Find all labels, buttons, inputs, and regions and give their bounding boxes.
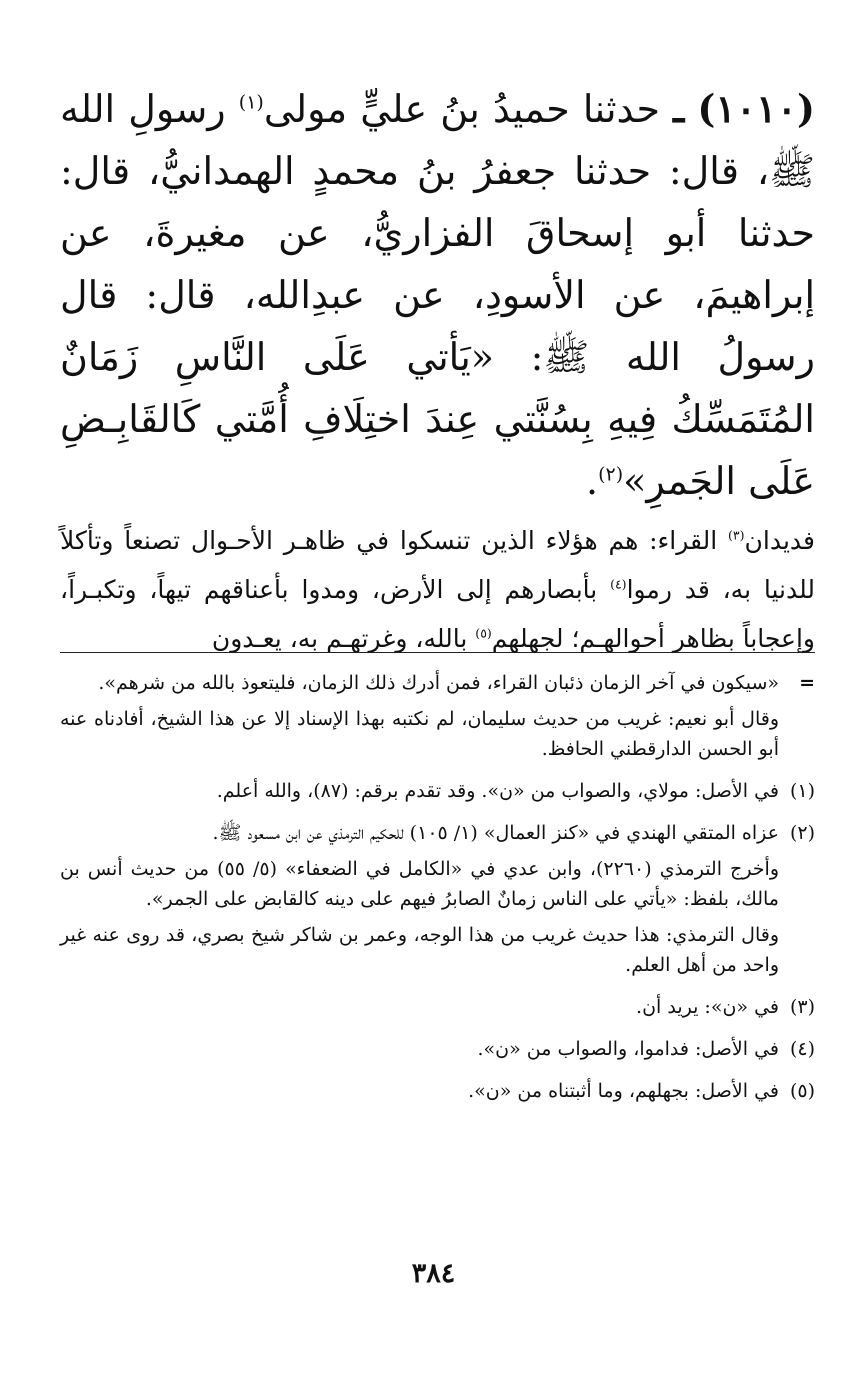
- commentary-word-1: فديدان: [744, 526, 815, 555]
- commentary-text-3: بالله، وغرتهـم به، يعـدون: [211, 624, 476, 653]
- footnote-body: [60, 1076, 779, 1112]
- footnote-text: عزاه المتقي الهندي في «كنز العمال» (١/ ١٠٥) للحكيم الترمذي عن ابن مسعود ﷺ.: [212, 822, 779, 844]
- footnote-body: [60, 992, 779, 1028]
- continuation-body: [60, 668, 779, 770]
- continuation-text-2: وقال أبو نعيم: غريب من حديث سليمان، لم نكتبه بهذا الإسناد إلا عن هذا الشيخ، أفادناه عنه أبو الحسن الدارقطني الحافظ.: [60, 708, 779, 760]
- commentary-text-2: بأبصارهم إلى الأرض، ومدوا بأعناقهم تيهاً، وتكبـراً، وإعجاباً بظاهر أحوالهـم؛ لجهلهم: [60, 575, 815, 653]
- footnote-number: (١): [789, 780, 815, 802]
- footnote-text: في «ن»: يريد أن.: [636, 996, 779, 1018]
- hadith-end: .: [585, 459, 599, 503]
- main-text: [60, 78, 815, 663]
- footnote-number: (٣): [789, 996, 815, 1018]
- continuation-mark: =: [799, 672, 815, 694]
- hadith-paragraph: [60, 78, 815, 512]
- hadith-text-2: رسولِ الله ﷺ، قال: حدثنا جعفرُ بنُ محمدٍ الهمدانيُّ، قال: حدثنا أبو إسحاقَ الفزاريُّ، عن مغيرةَ، عن إبراهيمَ، عن الأسودِ، عن عبدِالله، قال: قال رسولُ الله ﷺ: «يَأتي عَلَى النَّاسِ زَمَانٌ المُتَمَسِّكُ فِيهِ بِسُنَّتي عِندَ اختِلَافِ أُمَّتي كَالقَابِـضِ عَلَى الجَمرِ»: [60, 87, 815, 503]
- hadith-number: (١٠١٠): [697, 86, 815, 131]
- hadith-text-1: حدثنا حميدُ بنُ عليٍّ مولى: [263, 87, 660, 131]
- footnote-text: في الأصل: فداموا، والصواب من «ن».: [477, 1038, 779, 1060]
- commentary-text-1: القراء: هم هؤلاء الذين تنسكوا في ظاهـر الأحـوال تصنعاً وتأكلاً للدنيا به، قد رموا: [60, 526, 815, 604]
- continuation-text: «سيكون في آخر الزمان ذئبان القراء، فمن أدرك ذلك الزمان، فليتعوذ بالله من شرهم».: [98, 672, 779, 694]
- footnote-number: (٥): [789, 1080, 815, 1102]
- footnote-number: (٢): [789, 822, 815, 844]
- footnote-text: في الأصل: بجهلهم، وما أثبتناه من «ن».: [468, 1080, 779, 1102]
- hadith-dash: ـ: [673, 86, 685, 131]
- footnote-ref-1: (١): [238, 91, 264, 114]
- footnote-5: [60, 1076, 815, 1112]
- footnote-body: [60, 818, 779, 986]
- footnote-text: وقال الترمذي: هذا حديث غريب من هذا الوجه، وعمر بن شاكر شيخ بصري، قد روى عنه غير واحد من أهل العلم.: [60, 924, 779, 976]
- commentary-paragraph: [60, 516, 815, 663]
- footnote-2: [60, 818, 815, 986]
- footnote-ref-5: (٥): [475, 625, 492, 641]
- footnote-number: (٤): [789, 1038, 815, 1060]
- footnote-text: في الأصل: مولاي، والصواب من «ن». وقد تقدم برقم: (٨٧)، والله أعلم.: [216, 780, 779, 802]
- footnote-ref-4: (٤): [610, 576, 627, 592]
- footnote-continuation: [60, 668, 815, 770]
- footnotes-section: [60, 668, 815, 1118]
- footnote-ref-3: (٣): [728, 527, 745, 543]
- footnote-1: [60, 776, 815, 812]
- footnote-4: [60, 1034, 815, 1070]
- footnote-body: [60, 1034, 779, 1070]
- footnote-text: وأخرج الترمذي (٢٢٦٠)، وابن عدي في «الكامل في الضعفاء» (٥/ ٥٥) من حديث أنس بن مالك، بلفظ: «يأتي على الناس زمانٌ الصابرُ فيهم على دينه كالقابض على الجمر».: [60, 858, 779, 910]
- footnote-3: [60, 992, 815, 1028]
- footnote-body: [60, 776, 779, 812]
- page-number: ٣٨٤: [411, 1258, 456, 1289]
- footnote-ref-2: (٢): [598, 463, 624, 486]
- footnote-divider: [60, 652, 815, 653]
